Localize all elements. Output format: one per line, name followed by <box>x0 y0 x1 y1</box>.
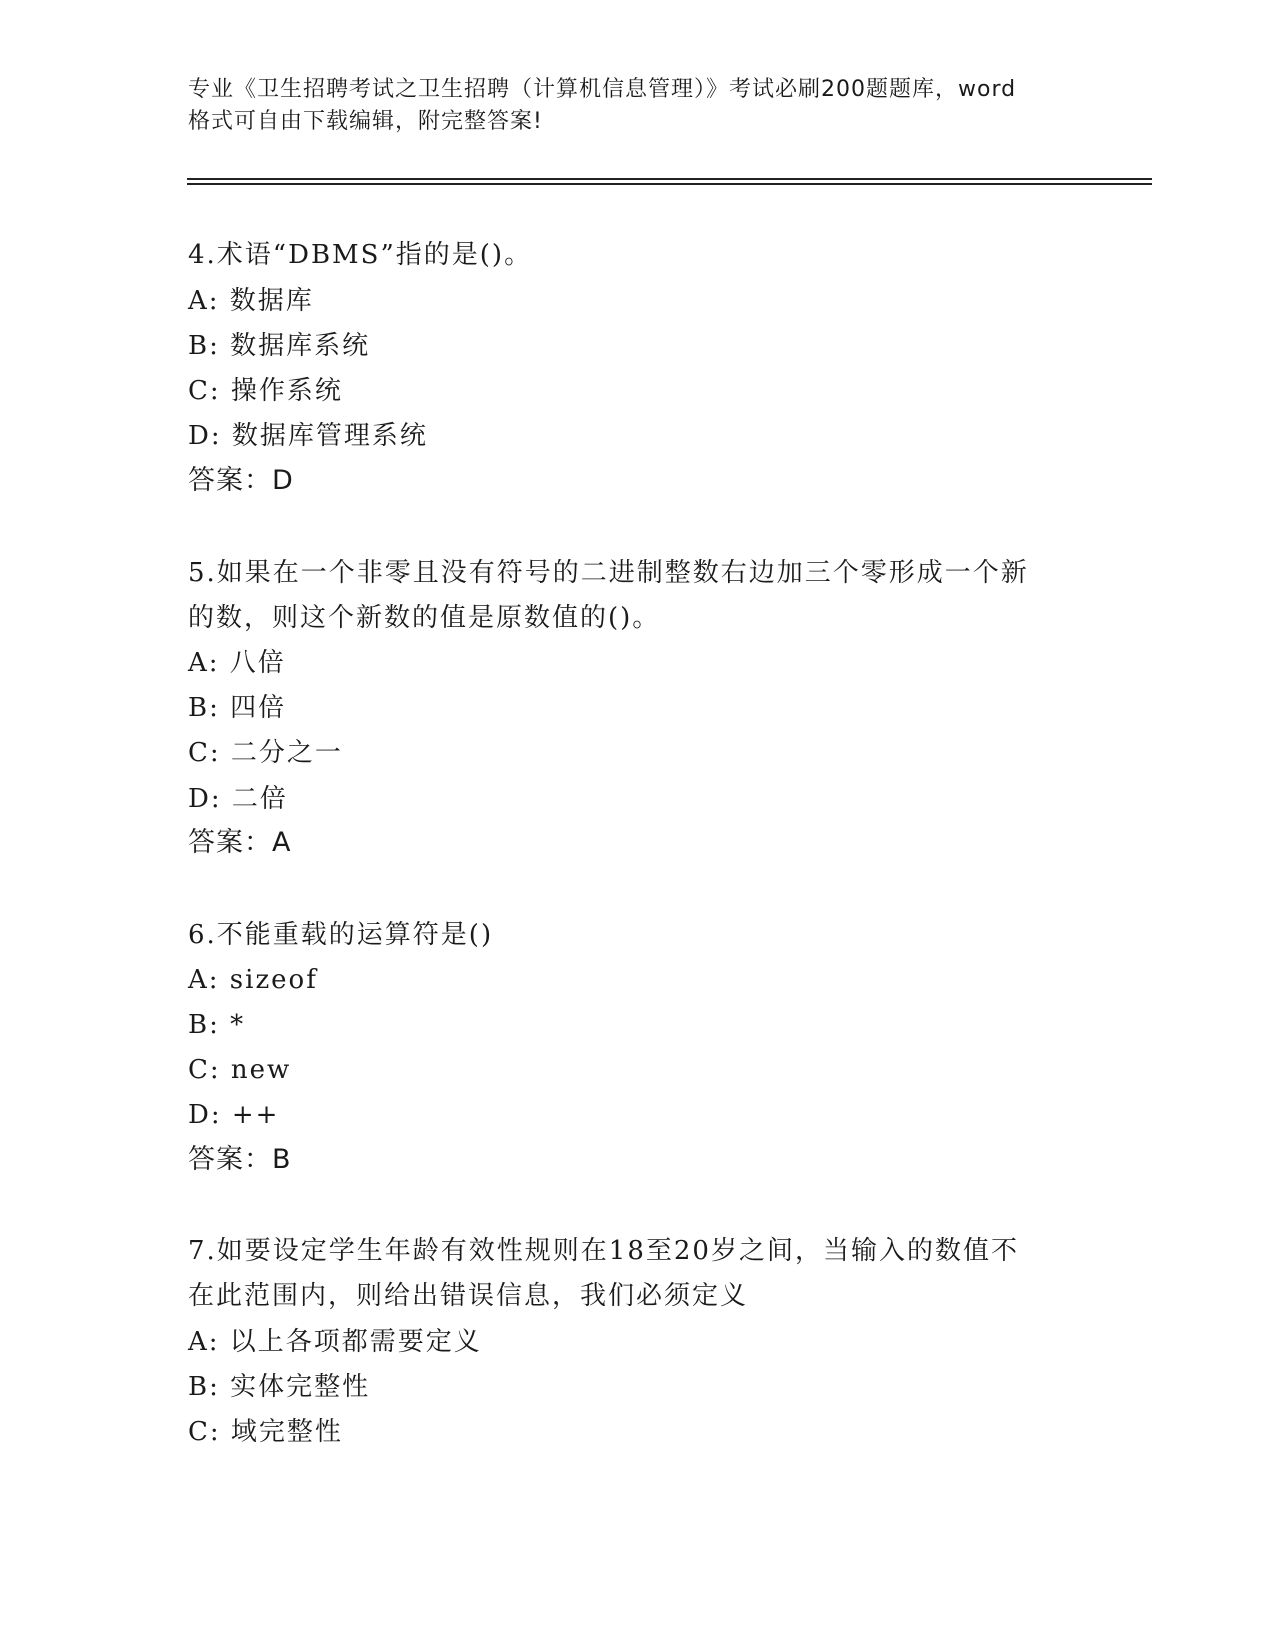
question-7-option-c: C: 域完整性 <box>188 1417 343 1447</box>
question-4-option-a: A: 数据库 <box>188 286 314 316</box>
question-5-stem-line-2: 的数，则这个新数的值是原数值的()。 <box>188 603 661 633</box>
header-divider-top <box>187 178 1152 180</box>
question-4-stem: 4.术语“DBMS”指的是()。 <box>188 240 533 270</box>
question-5-option-c: C: 二分之一 <box>188 738 343 768</box>
question-4-option-b: B: 数据库系统 <box>188 331 371 361</box>
question-6-option-c: C: new <box>188 1055 292 1085</box>
header-line-1: 专业《卫生招聘考试之卫生招聘（计算机信息管理）》考试必刷200题题库，word <box>188 77 1017 102</box>
question-6-option-a: A: sizeof <box>188 965 318 995</box>
question-5-option-a: A: 八倍 <box>188 648 286 678</box>
question-4-option-c: C: 操作系统 <box>188 376 343 406</box>
question-5-option-d: D: 二倍 <box>188 784 288 814</box>
question-6-answer: 答案：B <box>188 1144 292 1175</box>
question-4-option-d: D: 数据库管理系统 <box>188 421 428 451</box>
header-line-2: 格式可自由下载编辑，附完整答案! <box>188 109 543 134</box>
question-7-stem-line-2: 在此范围内，则给出错误信息，我们必须定义 <box>188 1281 749 1311</box>
header-divider-bottom <box>187 183 1152 185</box>
question-7-stem-line-1: 7.如要设定学生年龄有效性规则在18至20岁之间，当输入的数值不 <box>188 1236 1019 1266</box>
document-header <box>188 74 1088 138</box>
question-6-option-d: D: ++ <box>188 1100 280 1130</box>
question-5-stem-line-1: 5.如果在一个非零且没有符号的二进制整数右边加三个零形成一个新 <box>188 558 1029 588</box>
question-6-option-b: B: * <box>188 1010 246 1040</box>
question-5-answer: 答案：A <box>188 827 292 858</box>
question-7-option-a: A: 以上各项都需要定义 <box>188 1327 482 1357</box>
question-7-option-b: B: 实体完整性 <box>188 1372 371 1402</box>
question-4-answer: 答案：D <box>188 465 294 496</box>
question-6-stem: 6.不能重载的运算符是() <box>188 920 494 950</box>
question-5-option-b: B: 四倍 <box>188 693 287 723</box>
